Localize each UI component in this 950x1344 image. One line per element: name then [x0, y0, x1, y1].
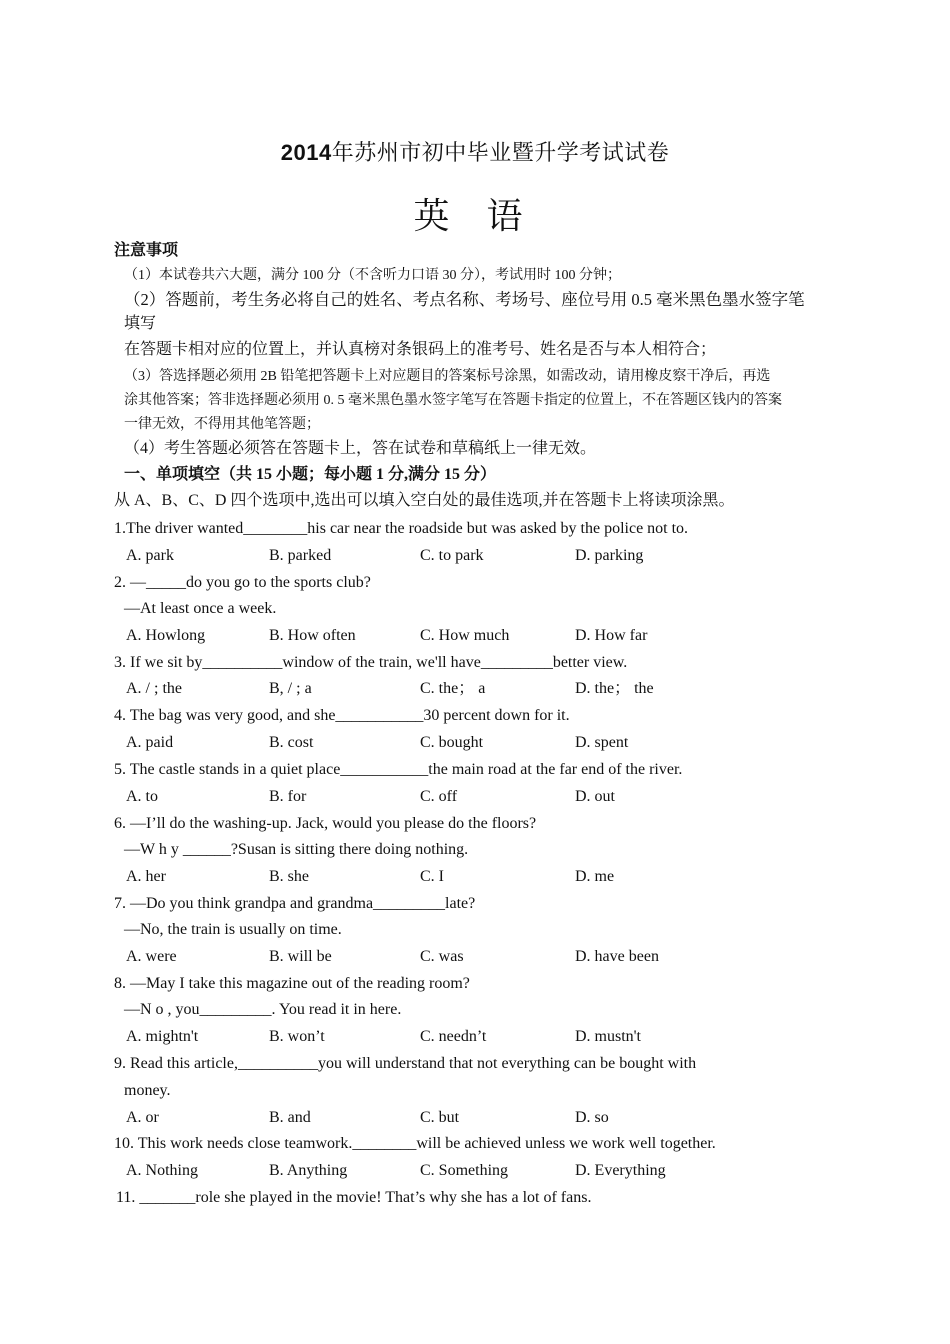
option-c: C. How much: [420, 627, 510, 644]
notice-item-1: （1）本试卷共六大题，满分 100 分（不含听力口语 30 分），考试用时 100 分钟；: [124, 268, 621, 283]
option-c: C. I: [420, 868, 444, 885]
option-d: D. parking: [575, 547, 644, 564]
notice-item-2-line-1: （2）答题前，考生务必将自己的姓名、考点名称、考场号、座位号用 0.5 毫米黑色墨水签字笔: [124, 290, 805, 309]
option-b: B. and: [269, 1109, 311, 1126]
option-d: D. spent: [575, 734, 629, 751]
question-2-options: [114, 625, 874, 647]
exam-year: 2014: [280, 140, 332, 165]
option-b: B. How often: [269, 627, 356, 644]
section-heading: 一、单项填空（共 15 小题；每小题 1 分,满分 15 分）: [124, 466, 497, 483]
option-a: A. Howlong: [126, 627, 206, 644]
option-c: C. was: [420, 948, 464, 965]
option-a: A. park: [126, 547, 174, 564]
option-d: D. me: [575, 868, 615, 885]
option-b: B. will be: [269, 948, 332, 965]
option-d: D. Everything: [575, 1162, 666, 1179]
notice-item-3-line-2: 涂其他答案；答非选择题必须用 0. 5 毫米黑色墨水签字笔写在答题卡指定的位置上，不在答题区钱内的答案: [124, 393, 782, 408]
option-d: D. so: [575, 1109, 609, 1126]
question-1-options: [114, 545, 874, 567]
notice-item-4: （4）考生答题必须答在答题卡上，答在试卷和草稿纸上一律无效。: [124, 440, 597, 457]
option-a: A. were: [126, 948, 177, 965]
question-8-options: [114, 1026, 874, 1048]
option-a: A. mightn't: [126, 1028, 199, 1045]
option-d: D. How far: [575, 627, 648, 644]
option-b: B. cost: [269, 734, 314, 751]
question-9-options: [114, 1107, 874, 1129]
section-instruction: 从 A、B、C、D 四个选项中,选出可以填入空白处的最佳选项,并在答题卡上将读项涂黑。: [114, 492, 735, 509]
option-c: C. but: [420, 1109, 460, 1126]
exam-title-text: 年苏州市初中毕业暨升学考试试卷: [331, 140, 670, 165]
option-a: A. her: [126, 868, 166, 885]
question-5: 5. The castle stands in a quiet place___________the main road at the far end of the river.: [114, 761, 683, 778]
option-b: B. parked: [269, 547, 332, 564]
option-a: A. Nothing: [126, 1162, 198, 1179]
notice-item-2-line-2: 填写: [124, 315, 157, 332]
question-5-options: [114, 786, 874, 808]
question-6-answer-line: —W h y ______?Susan is sitting there doing nothing.: [124, 841, 469, 858]
question-11: 11. _______role she played in the movie! That’s why she has a lot of fans.: [116, 1189, 592, 1206]
option-b: B. she: [269, 868, 309, 885]
question-2-answer-line: —At least once a week.: [124, 600, 277, 617]
option-b: B. won’t: [269, 1028, 325, 1045]
option-d: D. out: [575, 788, 615, 805]
question-2: 2. —_____do you go to the sports club?: [114, 574, 371, 591]
option-d: D. have been: [575, 948, 659, 965]
question-9: 9. Read this article,__________you will understand that not everything can be bought with: [114, 1055, 697, 1072]
option-a: A. / ; the: [126, 680, 182, 697]
option-a: A. or: [126, 1109, 159, 1126]
option-b: B. Anything: [269, 1162, 348, 1179]
option-c: C. to park: [420, 547, 484, 564]
question-10-options: [114, 1160, 874, 1182]
question-6: 6. —I’ll do the washing-up. Jack, would you please do the floors?: [114, 815, 537, 832]
option-c: C. the； a: [420, 680, 486, 697]
question-4-options: [114, 732, 874, 754]
option-c: C. needn’t: [420, 1028, 487, 1045]
question-3-options: [114, 678, 874, 700]
question-4: 4. The bag was very good, and she___________30 percent down for it.: [114, 707, 570, 724]
notice-heading: 注意事项: [114, 242, 179, 259]
option-c: C. Something: [420, 1162, 509, 1179]
question-7-answer-line: —No, the train is usually on time.: [124, 921, 342, 938]
option-d: D. mustn't: [575, 1028, 641, 1045]
question-1: 1.The driver wanted________his car near the roadside but was asked by the police not to.: [114, 520, 689, 537]
notice-item-3-line-3: 一律无效，不得用其他笔答题；: [124, 417, 320, 432]
question-3: 3. If we sit by__________window of the train, we'll have_________better view.: [114, 654, 628, 671]
subject-title: 英 语: [413, 196, 537, 236]
option-a: A. to: [126, 788, 158, 805]
question-8-answer-line: —N o , you_________. You read it in here.: [124, 1001, 402, 1018]
option-c: C. bought: [420, 734, 484, 751]
option-c: C. off: [420, 788, 458, 805]
option-b: B. for: [269, 788, 307, 805]
question-8: 8. —May I take this magazine out of the reading room?: [114, 975, 470, 992]
question-10: 10. This work needs close teamwork.________will be achieved unless we work well together.: [114, 1135, 716, 1152]
question-7-options: [114, 946, 874, 968]
question-9-continuation: money.: [124, 1082, 171, 1099]
notice-item-3-line-1: （3）答选择题必须用 2B 铅笔把答题卡上对应题目的答案标号涂黑，如需改动，请用橡皮察干净后，再选: [124, 369, 771, 384]
option-a: A. paid: [126, 734, 174, 751]
option-d: D. the； the: [575, 680, 654, 697]
notice-item-2-line-3: 在答题卡相对应的位置上，并认真榜对条银码上的准考号、姓名是否与本人相符合；: [124, 341, 717, 358]
question-6-options: [114, 866, 874, 888]
exam-title: [0, 136, 950, 167]
question-7: 7. —Do you think grandpa and grandma_________late?: [114, 895, 476, 912]
option-b: B, / ; a: [269, 680, 312, 697]
